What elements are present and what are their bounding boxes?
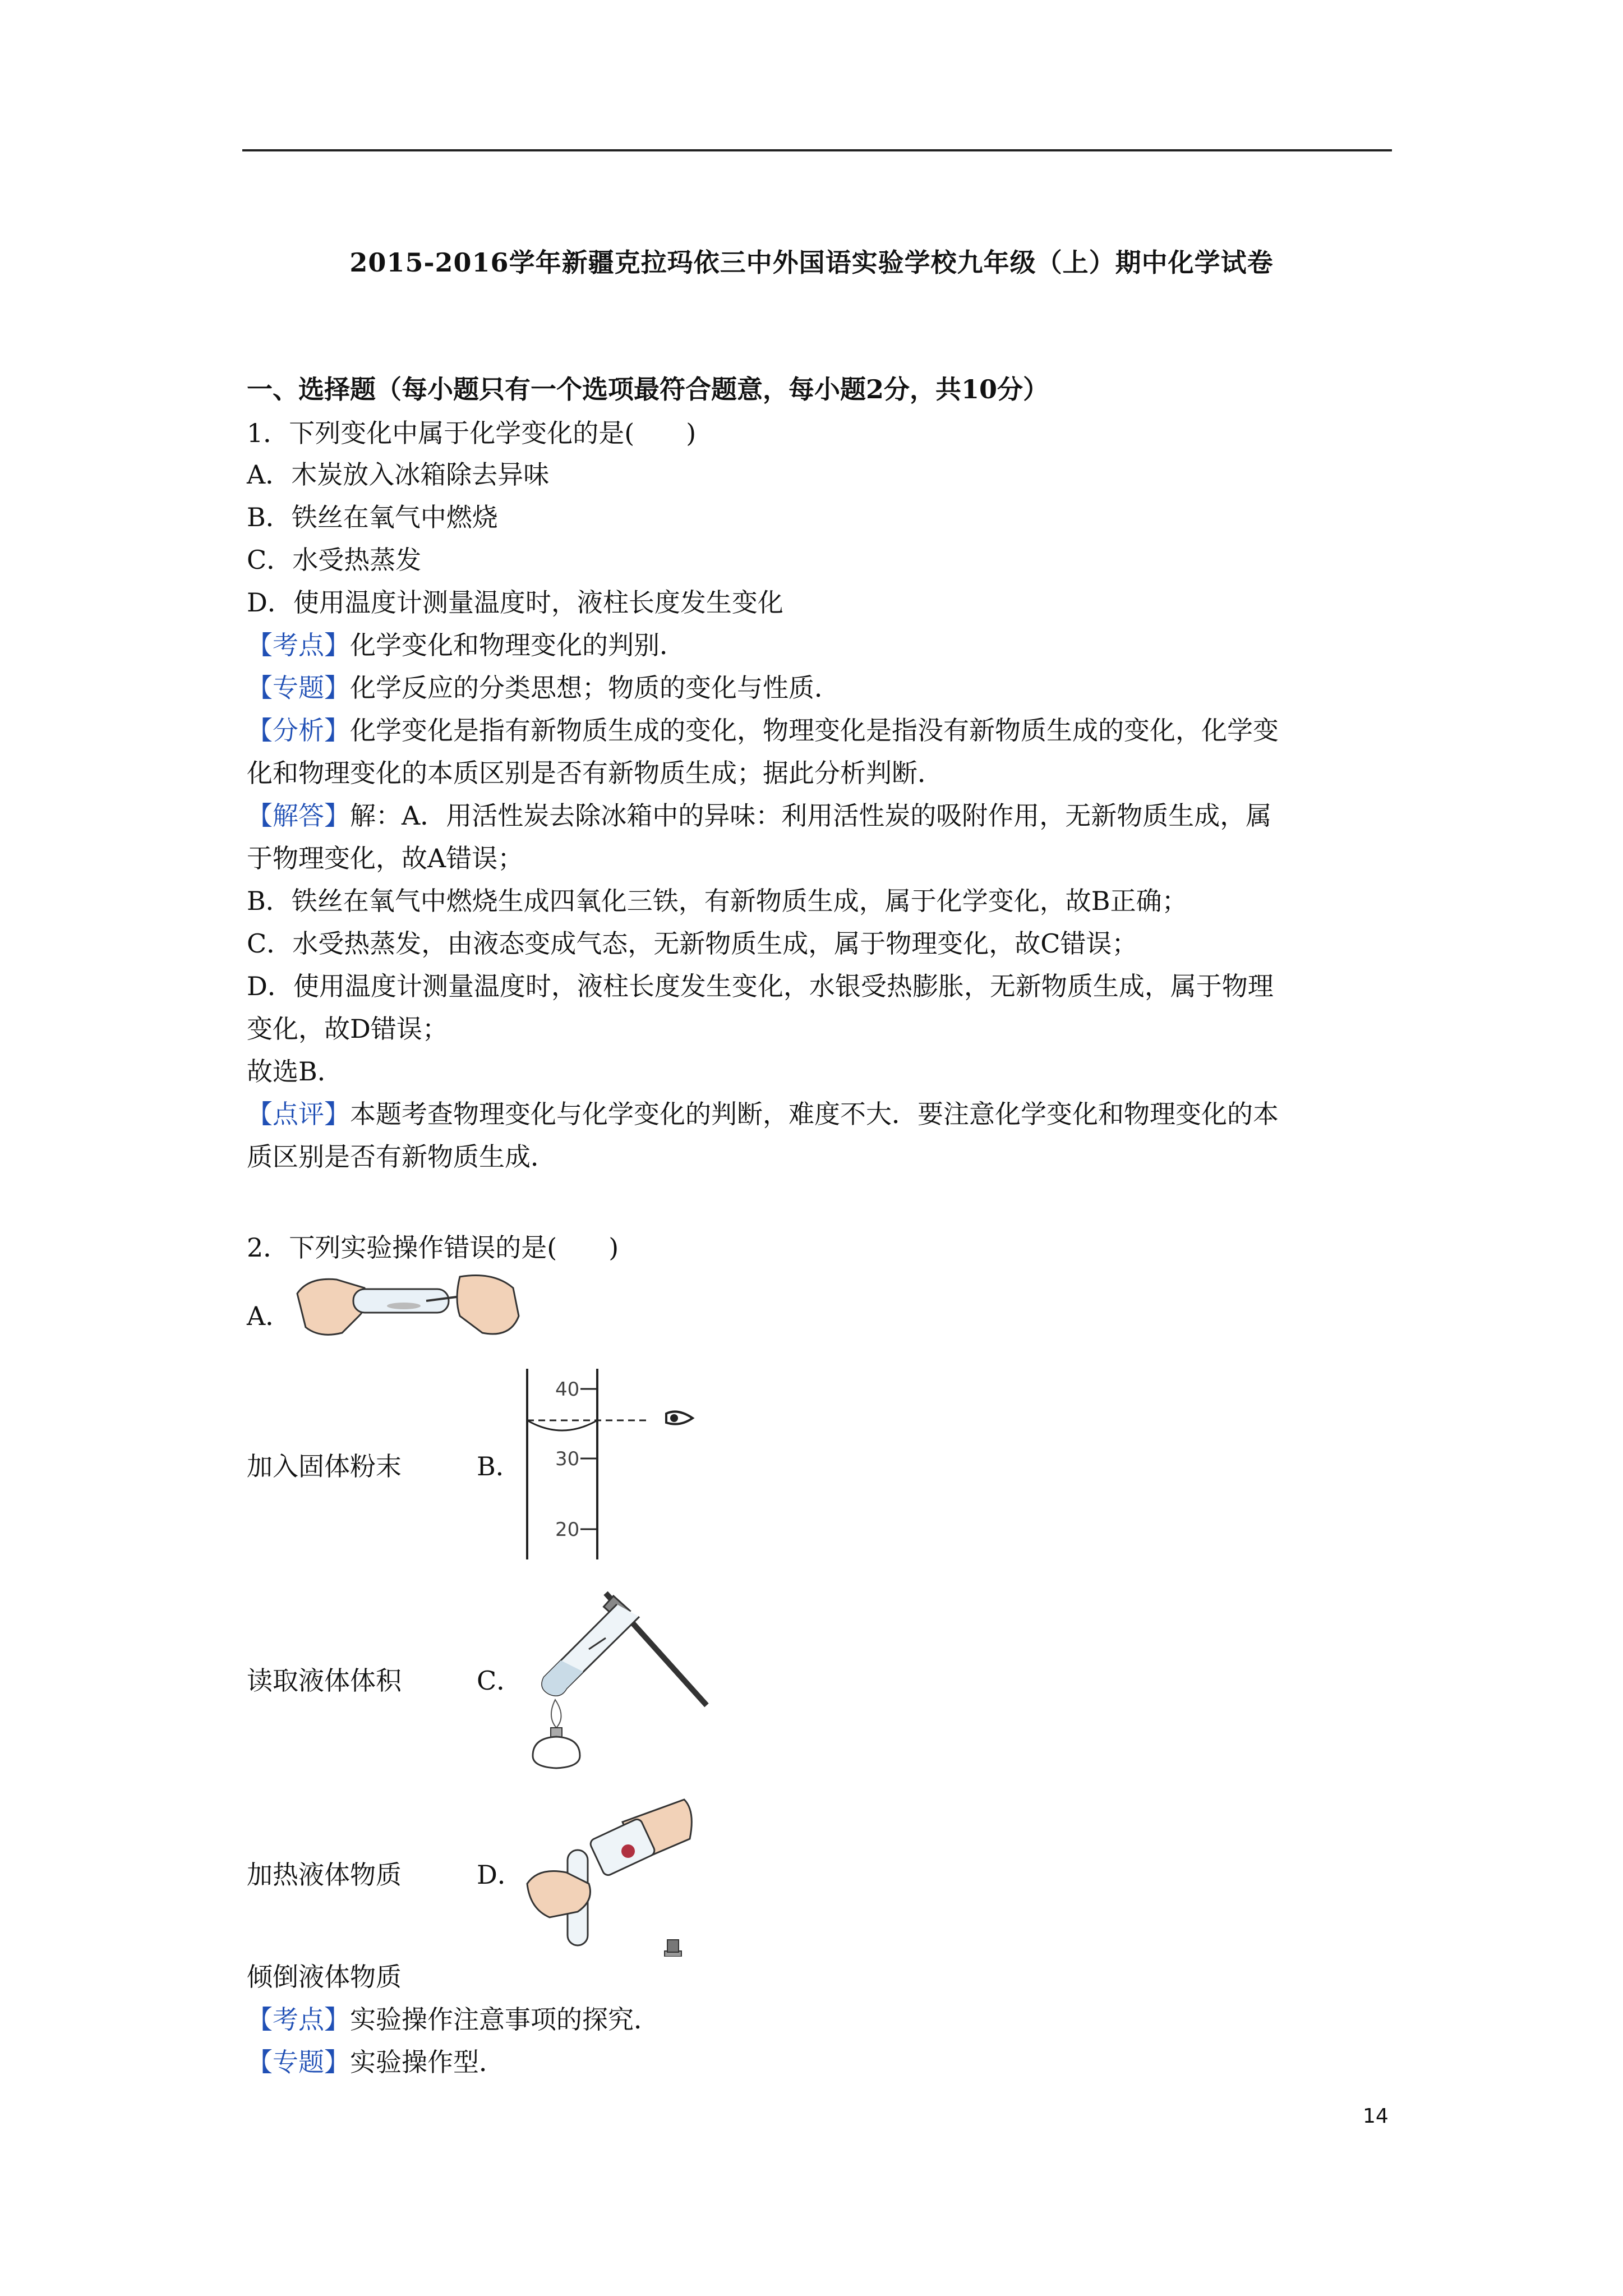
page-title: 2015-2016学年新疆克拉玛依三中外国语实验学校九年级（上）期中化学试卷 — [349, 247, 1274, 278]
q2-kaodian-text: 实验操作注意事项的探究． — [350, 2004, 660, 2035]
q1-option-d: D．使用温度计测量温度时，液柱长度发生变化 — [247, 587, 783, 618]
q1-fenxi — [247, 714, 1279, 747]
q1-option-a: A．木炭放入冰箱除去异味 — [247, 459, 550, 490]
page-number: 14 — [1363, 2105, 1389, 2128]
q1-jieda-5: D．使用温度计测量温度时，液柱长度发生变化，水银受热膨胀，无新物质生成，属于物理 — [247, 971, 1274, 1001]
q2-kaodian-tag: 【考点】 — [247, 2004, 350, 2035]
q1-jieda-3: B．铁丝在氧气中燃烧生成四氧化三铁，有新物质生成，属于化学变化，故B正确； — [247, 886, 1188, 916]
q2-caption-c: 加热液体物质 — [247, 1860, 402, 1890]
q2-caption-d: 倾倒液体物质 — [247, 1962, 402, 1992]
q1-answer: 故选B． — [247, 1056, 343, 1087]
graduated-cylinder-illustration — [522, 1369, 707, 1562]
q1-option-c: C．水受热蒸发 — [247, 545, 422, 575]
q1-option-b: B．铁丝在氧气中燃烧 — [247, 502, 498, 532]
q2-zhuanti-tag: 【专题】 — [247, 2047, 350, 2077]
q1-jieda — [247, 799, 1271, 832]
q2-caption-b: 读取液体体积 — [247, 1665, 402, 1696]
zhuanti-tag: 【专题】 — [247, 673, 350, 703]
header-rule — [242, 149, 1392, 151]
q2-stem: 2．下列实验操作错误的是( ) — [247, 1232, 619, 1263]
kaodian-tag: 【考点】 — [247, 630, 350, 660]
q2-zhuanti-text: 实验操作型． — [350, 2047, 505, 2077]
q2-option-b-label: B． — [477, 1451, 522, 1481]
q1-zhuanti — [247, 671, 840, 705]
q2-kaodian — [247, 2003, 660, 2036]
heating-liquid-illustration — [522, 1588, 712, 1778]
tick-30: 30 — [555, 1448, 580, 1470]
q1-fenxi-cont: 化和物理变化的本质区别是否有新物质生成；据此分析判断． — [247, 758, 943, 788]
q1-kaodian — [247, 628, 685, 662]
section-heading: 一、选择题（每小题只有一个选项最符合题意，每小题2分，共10分） — [247, 374, 1049, 404]
q1-stem: 1．下列变化中属于化学变化的是( ) — [247, 418, 697, 448]
dianping-text: 本题考查物理变化与化学变化的判断，难度不大．要注意化学变化和物理变化的本 — [350, 1099, 1279, 1129]
kaodian-text: 化学变化和物理变化的判别． — [350, 630, 685, 660]
fenxi-tag: 【分析】 — [247, 715, 350, 746]
adding-powder-illustration — [292, 1254, 527, 1344]
jieda-tag: 【解答】 — [247, 800, 350, 831]
q2-option-d-label: D． — [477, 1860, 523, 1890]
tick-20: 20 — [555, 1519, 580, 1541]
fenxi-text: 化学变化是指有新物质生成的变化，物理变化是指没有新物质生成的变化，化学变 — [350, 715, 1279, 746]
dianping-tag: 【点评】 — [247, 1099, 350, 1129]
q1-jieda-4: C．水受热蒸发，由液态变成气态，无新物质生成，属于物理变化，故C错误； — [247, 928, 1138, 959]
q1-dianping-cont: 质区别是否有新物质生成． — [247, 1142, 556, 1172]
q1-dianping — [247, 1097, 1279, 1131]
zhuanti-text: 化学反应的分类思想；物质的变化与性质． — [350, 673, 840, 703]
q2-option-c-label: C． — [477, 1665, 523, 1696]
jieda-text: 解：A．用活性炭去除冰箱中的异味：利用活性炭的吸附作用，无新物质生成，属 — [350, 800, 1272, 831]
q2-caption-a: 加入固体粉末 — [247, 1451, 402, 1481]
q1-jieda-2: 于物理变化，故A错误； — [247, 843, 524, 873]
pouring-liquid-illustration — [516, 1788, 707, 1957]
q1-jieda-6: 变化，故D错误； — [247, 1014, 448, 1044]
q2-zhuanti — [247, 2045, 505, 2079]
q2-option-a-label: A． — [247, 1301, 292, 1331]
tick-40: 40 — [555, 1378, 580, 1401]
